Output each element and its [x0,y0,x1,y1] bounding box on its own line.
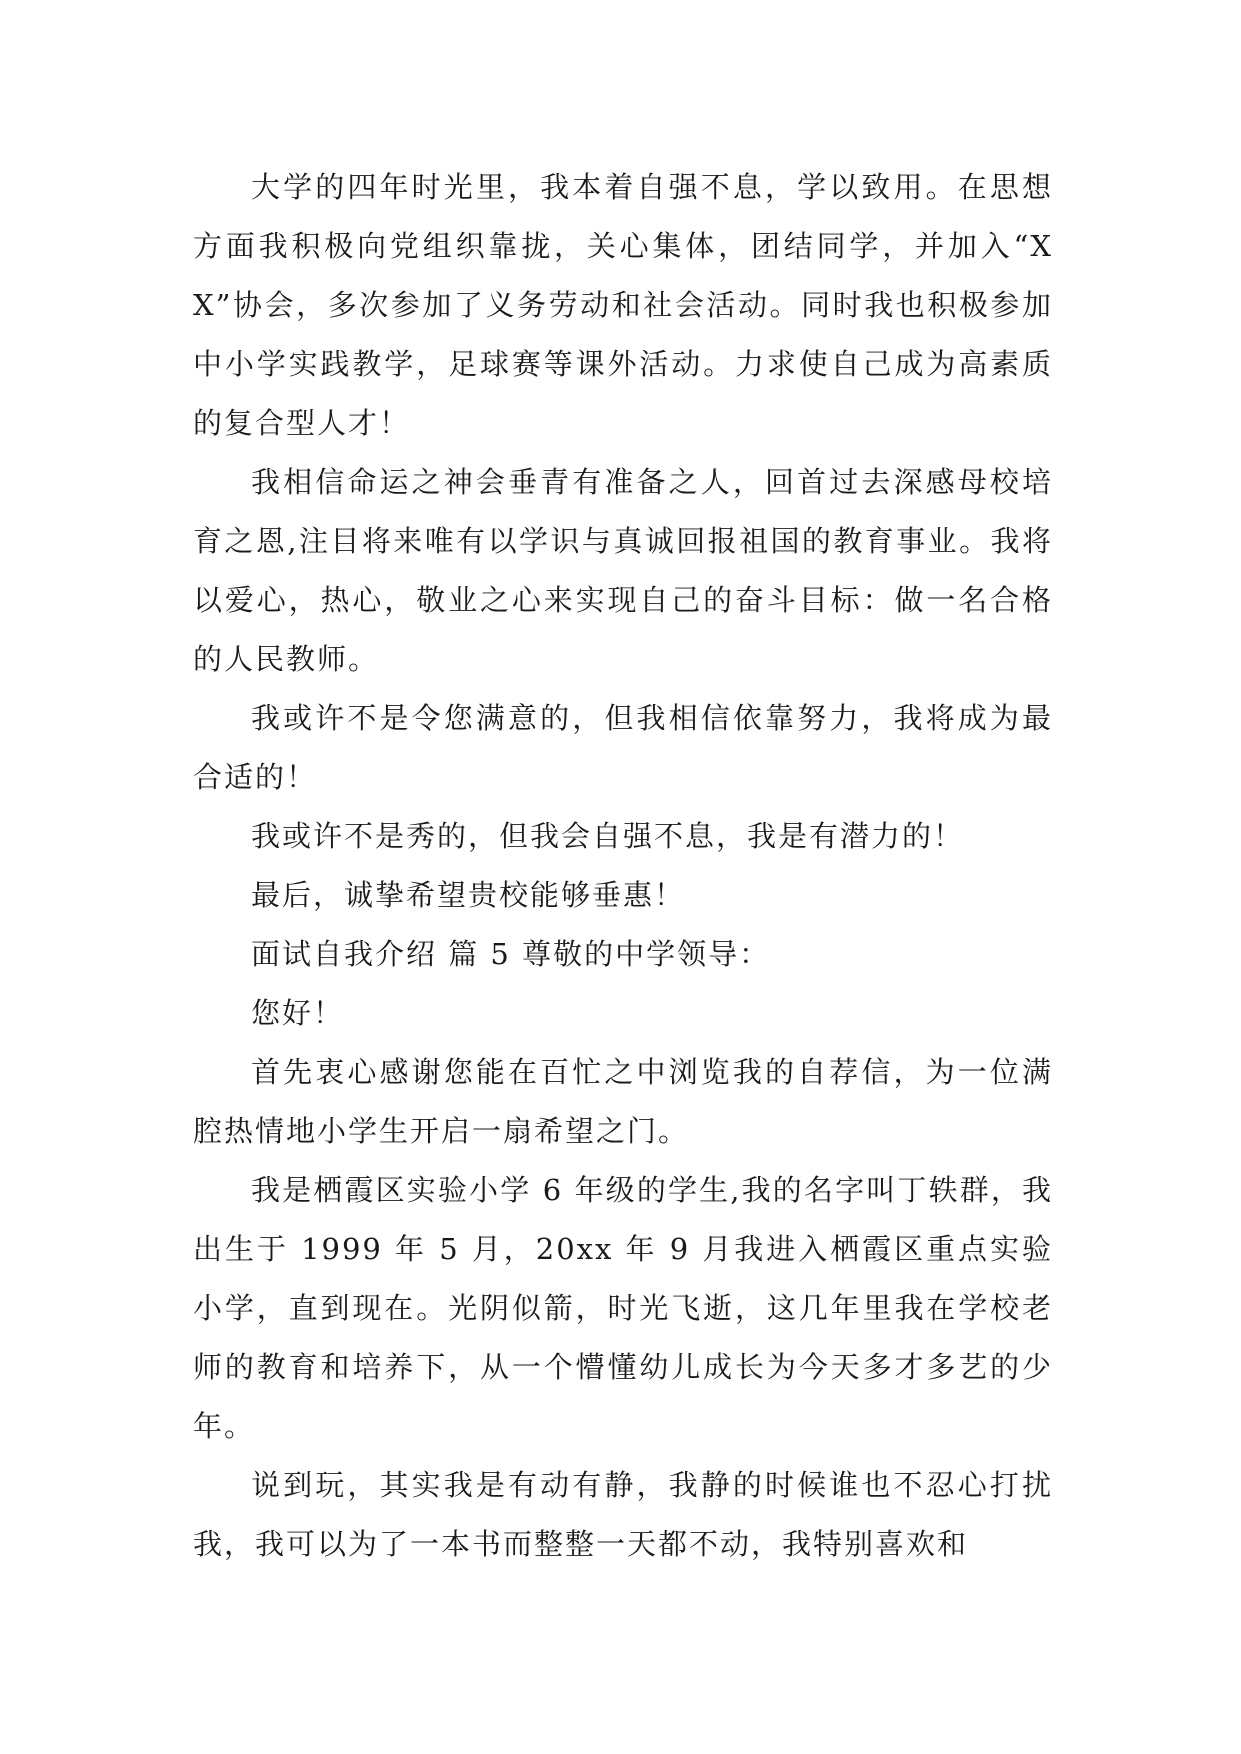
paragraph-3: 我或许不是令您满意的，但我相信依靠努力，我将成为最合适的！ [193,701,1053,794]
paragraph-8: 首先衷心感谢您能在百忙之中浏览我的自荐信，为一位满腔热情地小学生开启一扇希望之门。 [193,1055,1053,1148]
paragraph-4: 我或许不是秀的，但我会自强不息，我是有潜力的！ [251,819,965,853]
greeting: 您好！ [251,996,345,1030]
paragraph-10: 说到玩，其实我是有动有静，我静的时候谁也不忍心打扰我，我可以为了一本书而整整一天都不动，我特别喜欢和 [193,1468,1053,1561]
paragraph-1: 大学的四年时光里，我本着自强不息，学以致用。在思想方面我积极向党组织靠拢，关心集体，团结同学，并加入“XX”协会，多次参加了义务劳动和社会活动。同时我也积极参加中小学实践教学，足球赛等课外活动。力求使自己成为高素质的复合型人才！ [193,170,1053,440]
section-heading: 面试自我介绍 篇 5 尊敬的中学领导： [251,937,771,971]
document-body [193,158,1053,1574]
paragraph-2: 我相信命运之神会垂青有准备之人，回首过去深感母校培育之恩,注目将来唯有以学识与真诚回报祖国的教育事业。我将以爱心，热心，敬业之心来实现自己的奋斗目标：做一名合格的人民教师。 [193,465,1053,676]
paragraph-9: 我是栖霞区实验小学 6 年级的学生,我的名字叫丁轶群，我出生于 1999 年 5 月，20xx 年 9 月我进入栖霞区重点实验小学，直到现在。光阴似箭，时光飞逝，这几年里我在学校老师的教育和培养下，从一个懵懂幼儿成长为今天多才多艺的少年。 [193,1173,1053,1443]
paragraph-5: 最后，诚挚希望贵校能够垂惠！ [251,878,686,912]
